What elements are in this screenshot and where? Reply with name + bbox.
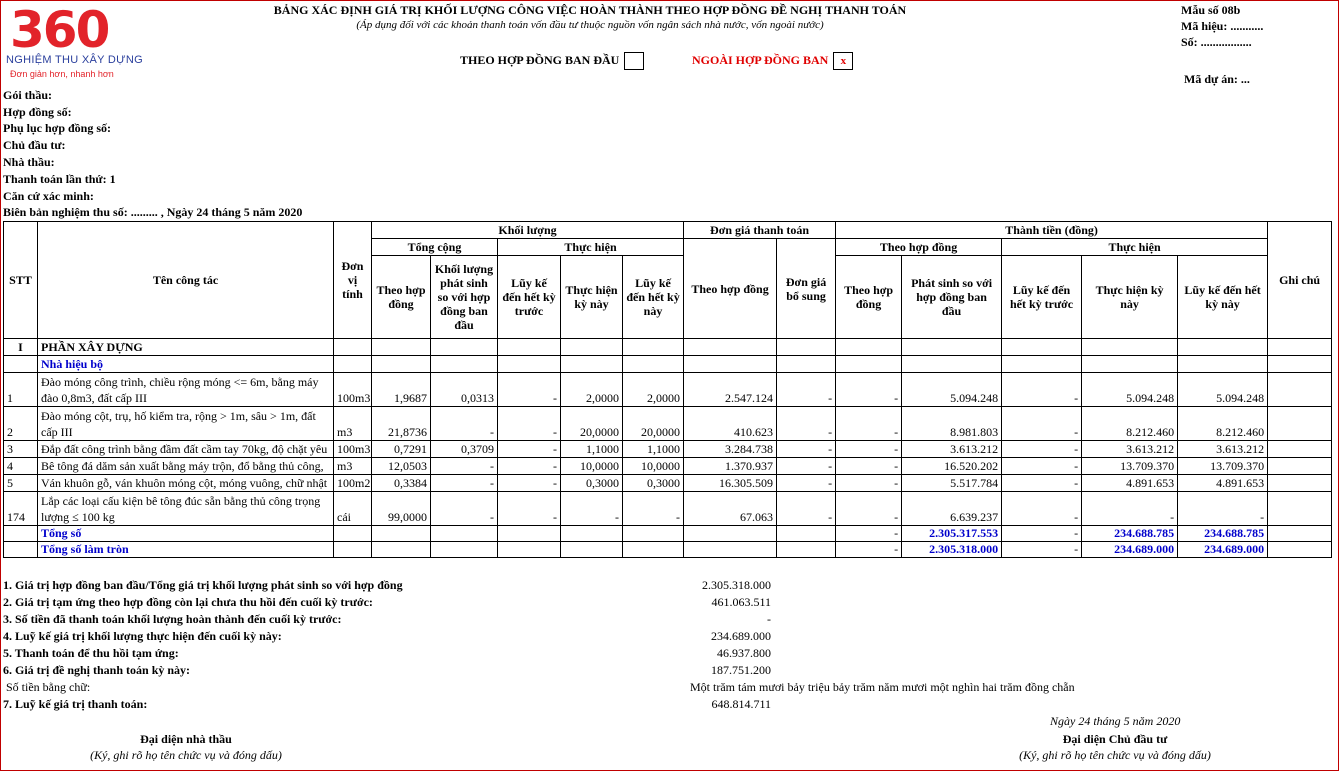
option-outside-checkbox[interactable]: x xyxy=(833,52,853,70)
summary-7-label: 7. Luỹ kế giá trị thanh toán: xyxy=(3,697,148,711)
cell-note xyxy=(1268,373,1332,407)
table-row xyxy=(4,458,1332,475)
cell-a4: 4.891.653 xyxy=(1082,475,1178,492)
info-package: Gói thầu: xyxy=(3,88,53,102)
header-v-cum: Lũy kế đến hết kỳ này xyxy=(623,256,684,339)
cell-a4: 13.709.370 xyxy=(1082,458,1178,475)
total-a3: - xyxy=(1002,526,1082,542)
total-a2: 2.305.317.553 xyxy=(902,526,1002,542)
cell-a3: - xyxy=(1002,458,1082,475)
amount-in-words-value: Một trăm tám mươi bảy triệu bảy trăm năm mươi một nghìn hai trăm đồng chẵn xyxy=(690,680,1075,694)
cell-p1: 16.305.509 xyxy=(684,475,777,492)
cell-a2: 5.517.784 xyxy=(902,475,1002,492)
cell-a2: 5.094.248 xyxy=(902,373,1002,407)
contractor-rep-note: (Ký, ghi rõ họ tên chức vụ và đóng dấu) xyxy=(90,748,282,762)
option-original-checkbox[interactable] xyxy=(624,52,644,70)
logo-tagline: NGHIỆM THU XÂY DỰNG xyxy=(6,54,143,66)
cell-stt: 2 xyxy=(4,407,38,441)
document-title: BẢNG XÁC ĐỊNH GIÁ TRỊ KHỐI LƯỢNG CÔNG VIỆC HOÀN THÀNH THEO HỢP ĐỒNG ĐỀ NGHỊ THANH TOÁN xyxy=(273,3,907,17)
rounded-a5: 234.689.000 xyxy=(1178,542,1268,558)
rounded-a3: - xyxy=(1002,542,1082,558)
summary-3-value: - xyxy=(767,612,771,626)
header-a-extra: Phát sinh so với hợp đồng ban đầu xyxy=(902,256,1002,339)
info-payment-round: Thanh toán lần thứ: 1 xyxy=(3,172,116,186)
cell-v2: - xyxy=(431,492,498,526)
cell-v5: 20,0000 xyxy=(623,407,684,441)
cell-stt: 174 xyxy=(4,492,38,526)
cell-note xyxy=(1268,458,1332,475)
summary-4-value: 234.689.000 xyxy=(711,629,771,643)
info-investor: Chủ đầu tư: xyxy=(3,138,66,152)
summary-1-value: 2.305.318.000 xyxy=(702,578,771,592)
cell-unit: 100m3 xyxy=(334,373,372,407)
info-appendix-no: Phụ lục hợp đồng số: xyxy=(3,121,112,135)
cell-p2: - xyxy=(777,441,836,458)
header-v-this: Thực hiện kỳ này xyxy=(561,256,623,339)
cell-a1: - xyxy=(836,458,902,475)
form-number: Mẫu số 08b xyxy=(1181,3,1241,17)
cell-stt: 3 xyxy=(4,441,38,458)
cell-v2: 0,0313 xyxy=(431,373,498,407)
cell-v2: - xyxy=(431,407,498,441)
table-row xyxy=(4,475,1332,492)
cell-a3: - xyxy=(1002,373,1082,407)
header-volume: Khối lượng xyxy=(372,222,684,239)
cell-v2: 0,3709 xyxy=(431,441,498,458)
summary-6-value: 187.751.200 xyxy=(711,663,771,677)
header-a-this: Thực hiện kỳ này xyxy=(1082,256,1178,339)
cell-v5: 2,0000 xyxy=(623,373,684,407)
header-v-extra: Khối lượng phát sinh so với hợp đồng ban đầu xyxy=(431,256,498,339)
cell-a1: - xyxy=(836,441,902,458)
cell-a1: - xyxy=(836,492,902,526)
option-outside-contract xyxy=(692,52,853,70)
cell-v3: - xyxy=(498,373,561,407)
table-row xyxy=(4,441,1332,458)
cell-v4: 10,0000 xyxy=(561,458,623,475)
option-original-label: THEO HỢP ĐỒNG BAN ĐẦU xyxy=(460,52,620,67)
section-no: I xyxy=(4,339,38,356)
cell-a1: - xyxy=(836,407,902,441)
logo-slogan: Đơn giản hơn, nhanh hơn xyxy=(10,69,114,79)
cell-unit: m3 xyxy=(334,407,372,441)
total-a4: 234.688.785 xyxy=(1082,526,1178,542)
cell-unit: m3 xyxy=(334,458,372,475)
summary-5-value: 46.937.800 xyxy=(717,646,771,660)
cell-a2: 6.639.237 xyxy=(902,492,1002,526)
cell-v1: 99,0000 xyxy=(372,492,431,526)
summary-3-label: 3. Số tiền đã thanh toán khối lượng hoàn thành đến cuối kỳ trước: xyxy=(3,612,342,626)
cell-v1: 12,0503 xyxy=(372,458,431,475)
summary-5-label: 5. Thanh toán để thu hồi tạm ứng: xyxy=(3,646,179,660)
table-row xyxy=(4,492,1332,526)
header-volume-total: Tổng cộng xyxy=(372,239,498,256)
cell-a5: 5.094.248 xyxy=(1178,373,1268,407)
cell-v4: 0,3000 xyxy=(561,475,623,492)
cell-stt: 5 xyxy=(4,475,38,492)
cell-v4: 20,0000 xyxy=(561,407,623,441)
company-logo xyxy=(6,1,166,82)
cell-v4: 1,1000 xyxy=(561,441,623,458)
option-outside-label: NGOÀI HỢP ĐỒNG BAN xyxy=(692,52,829,67)
header-amount: Thành tiền (đồng) xyxy=(836,222,1268,239)
payment-table xyxy=(3,221,1332,558)
total-a5: 234.688.785 xyxy=(1178,526,1268,542)
document-subtitle: (Áp dụng đối với các khoản thanh toán vốn đầu tư thuộc nguồn vốn ngân sách nhà nước, vốn ngoài nước) xyxy=(356,19,824,31)
cell-unit: 100m3 xyxy=(334,441,372,458)
group-row xyxy=(4,356,1332,373)
cell-note xyxy=(1268,441,1332,458)
header-price-contract: Theo hợp đồng xyxy=(684,239,777,339)
info-basis: Căn cứ xác minh: xyxy=(3,189,94,203)
cell-a5: - xyxy=(1178,492,1268,526)
cell-unit: 100m2 xyxy=(334,475,372,492)
cell-note xyxy=(1268,492,1332,526)
option-original-contract xyxy=(460,52,644,70)
cell-a1: - xyxy=(836,373,902,407)
cell-v3: - xyxy=(498,458,561,475)
header-stt: STT xyxy=(4,222,38,339)
cell-p2: - xyxy=(777,458,836,475)
cell-stt: 4 xyxy=(4,458,38,475)
cell-a3: - xyxy=(1002,475,1082,492)
cell-a4: 5.094.248 xyxy=(1082,373,1178,407)
cell-v5: 1,1000 xyxy=(623,441,684,458)
header-price: Đơn giá thanh toán xyxy=(684,222,836,239)
summary-2-value: 461.063.511 xyxy=(711,595,771,609)
signature-date: Ngày 24 tháng 5 năm 2020 xyxy=(1050,714,1181,728)
cell-v1: 21,8736 xyxy=(372,407,431,441)
cell-p2: - xyxy=(777,492,836,526)
cell-v5: 10,0000 xyxy=(623,458,684,475)
cell-note xyxy=(1268,407,1332,441)
section-title: PHẦN XÂY DỰNG xyxy=(38,339,334,356)
table-row xyxy=(4,407,1332,441)
summary-1-label: 1. Giá trị hợp đồng ban đầu/Tổng giá trị khối lượng phát sinh so với hợp đồng xyxy=(3,578,403,592)
cell-v3: - xyxy=(498,407,561,441)
contractor-rep: Đại diện nhà thầu xyxy=(140,732,232,746)
cell-p2: - xyxy=(777,407,836,441)
cell-a4: 3.613.212 xyxy=(1082,441,1178,458)
cell-name: Ván khuôn gỗ, ván khuôn móng cột, móng vuông, chữ nhật xyxy=(38,475,334,492)
cell-v3: - xyxy=(498,475,561,492)
cell-p1: 1.370.937 xyxy=(684,458,777,475)
cell-name: Đào móng công trình, chiều rộng móng <= 6m, bằng máy đào 0,8m3, đất cấp III xyxy=(38,373,334,407)
info-contractor: Nhà thầu: xyxy=(3,155,55,169)
summary-4-label: 4. Luỹ kế giá trị khối lượng thực hiện đến cuối kỳ này: xyxy=(3,629,282,643)
cell-v4: 2,0000 xyxy=(561,373,623,407)
cell-p2: - xyxy=(777,373,836,407)
cell-a5: 3.613.212 xyxy=(1178,441,1268,458)
amount-in-words-label: Số tiền bằng chữ: xyxy=(6,680,91,694)
cell-v5: 0,3000 xyxy=(623,475,684,492)
header-a-cum: Lũy kế đến hết kỳ này xyxy=(1178,256,1268,339)
group-title: Nhà hiệu bộ xyxy=(38,356,334,373)
summary-6-label: 6. Giá trị đề nghị thanh toán kỳ này: xyxy=(3,663,191,677)
rounded-a2: 2.305.318.000 xyxy=(902,542,1002,558)
rounded-a4: 234.689.000 xyxy=(1082,542,1178,558)
total-row xyxy=(4,526,1332,542)
header-a-prev: Lũy kế đến hết kỳ trước xyxy=(1002,256,1082,339)
section-row xyxy=(4,339,1332,356)
cell-p2: - xyxy=(777,475,836,492)
cell-a4: - xyxy=(1082,492,1178,526)
cell-unit: cái xyxy=(334,492,372,526)
cell-p1: 2.547.124 xyxy=(684,373,777,407)
cell-v5: - xyxy=(623,492,684,526)
header-a-contract: Theo hợp đồng xyxy=(836,256,902,339)
cell-a1: - xyxy=(836,475,902,492)
summary-7-value: 648.814.711 xyxy=(711,697,771,711)
cell-v3: - xyxy=(498,441,561,458)
cell-p1: 67.063 xyxy=(684,492,777,526)
cell-name: Đắp đất công trình bằng đầm đất cầm tay 70kg, độ chặt yêu xyxy=(38,441,334,458)
cell-v2: - xyxy=(431,458,498,475)
header-unit: Đơn vị tính xyxy=(334,222,372,339)
total-a1: - xyxy=(836,526,902,542)
header-name: Tên công tác xyxy=(38,222,334,339)
cell-a5: 13.709.370 xyxy=(1178,458,1268,475)
cell-a3: - xyxy=(1002,492,1082,526)
cell-name: Lắp các loại cấu kiện bê tông đúc sẵn bằng thủ công trọng lượng ≤ 100 kg xyxy=(38,492,334,526)
cell-v2: - xyxy=(431,475,498,492)
cell-a5: 8.212.460 xyxy=(1178,407,1268,441)
rounded-total-label: Tổng số làm tròn xyxy=(38,542,334,558)
cell-a5: 4.891.653 xyxy=(1178,475,1268,492)
summary-2-label: 2. Giá trị tạm ứng theo hợp đồng còn lại chưa thu hồi đến cuối kỳ trước: xyxy=(3,595,373,609)
header-note: Ghi chú xyxy=(1268,222,1332,339)
cell-v4: - xyxy=(561,492,623,526)
header-amount-done: Thực hiện xyxy=(1002,239,1268,256)
info-acceptance-record: Biên bản nghiệm thu số: ......... , Ngày 24 tháng 5 năm 2020 xyxy=(3,205,303,219)
cell-a3: - xyxy=(1002,407,1082,441)
info-contract-no: Hợp đồng số: xyxy=(3,105,72,119)
header-price-extra: Đơn giá bổ sung xyxy=(777,239,836,339)
header-v-prev: Lũy kế đến hết kỳ trước xyxy=(498,256,561,339)
code-field: Mã hiệu: ........... xyxy=(1181,19,1264,33)
rounded-a1: - xyxy=(836,542,902,558)
cell-a2: 16.520.202 xyxy=(902,458,1002,475)
logo-number: 360 xyxy=(10,1,109,59)
cell-v1: 1,9687 xyxy=(372,373,431,407)
cell-name: Bê tông đá dăm sản xuất bằng máy trộn, đổ bằng thủ công, xyxy=(38,458,334,475)
owner-rep: Đại diện Chủ đầu tư xyxy=(1062,732,1168,746)
header-v-contract: Theo hợp đồng xyxy=(372,256,431,339)
rounded-total-row xyxy=(4,542,1332,558)
cell-note xyxy=(1268,475,1332,492)
cell-a2: 8.981.803 xyxy=(902,407,1002,441)
cell-v1: 0,7291 xyxy=(372,441,431,458)
cell-name: Đào móng cột, trụ, hố kiểm tra, rộng > 1m, sâu > 1m, đất cấp III xyxy=(38,407,334,441)
cell-v1: 0,3384 xyxy=(372,475,431,492)
cell-a2: 3.613.212 xyxy=(902,441,1002,458)
header-volume-done: Thực hiện xyxy=(498,239,684,256)
cell-a4: 8.212.460 xyxy=(1082,407,1178,441)
table-row xyxy=(4,373,1332,407)
number-field: Số: ................. xyxy=(1181,35,1252,49)
cell-p1: 3.284.738 xyxy=(684,441,777,458)
cell-p1: 410.623 xyxy=(684,407,777,441)
project-code: Mã dự án: ... xyxy=(1184,72,1250,86)
cell-stt: 1 xyxy=(4,373,38,407)
owner-rep-note: (Ký, ghi rõ họ tên chức vụ và đóng dấu) xyxy=(1019,748,1211,762)
cell-a3: - xyxy=(1002,441,1082,458)
cell-v3: - xyxy=(498,492,561,526)
total-label: Tổng số xyxy=(38,526,334,542)
header-amount-contract: Theo hợp đồng xyxy=(836,239,1002,256)
